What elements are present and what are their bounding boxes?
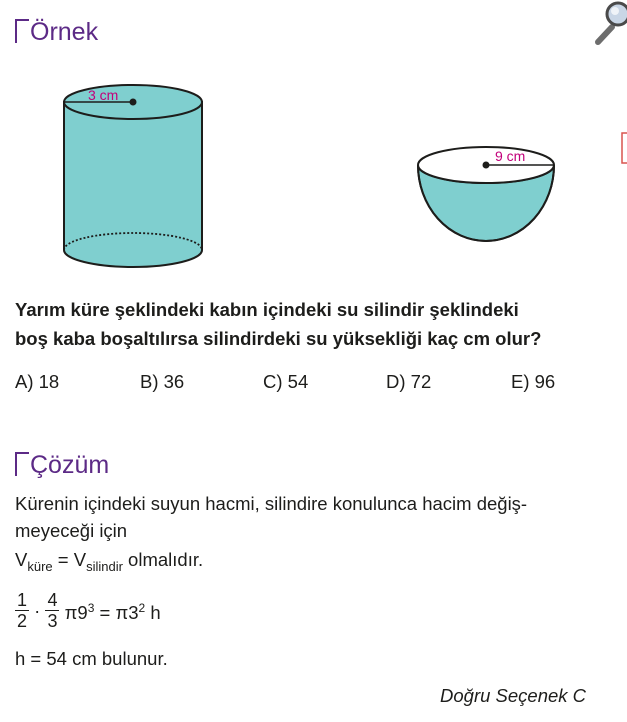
question-line: boş kaba boşaltılırsa silindirdeki su yüksekliği kaç cm olur? [15, 328, 542, 349]
volume-calculation: $\frac{1}{2}$ · $\frac{4}{3}$ $\pi 9^3 = \pi 3^2$ h [17, 590, 161, 631]
figure [0, 0, 627, 290]
hemisphere-center-dot [483, 162, 490, 169]
correct-answer: Doğru Seçenek C [440, 685, 587, 706]
example-heading: Örnek [30, 18, 99, 46]
option-e[interactable]: E) 96 [511, 371, 556, 392]
cylinder-center-dot [130, 99, 137, 106]
solution-line: meyeceği için [15, 520, 128, 541]
fraction-one-half: $\frac{1}{2}$ [17, 590, 28, 631]
option-c[interactable]: C) 54 [263, 371, 309, 392]
option-d[interactable]: D) 72 [386, 371, 432, 392]
solution-heading: Çözüm [30, 451, 110, 479]
solution-heading-bracket [15, 452, 29, 476]
question-text [15, 295, 541, 353]
question-line: Yarım küre şeklindeki kabın içindeki su silindir şeklindeki [15, 299, 519, 320]
cylinder-radius-label: 3 cm [88, 87, 119, 103]
cylinder-body [64, 102, 202, 267]
result-line: h = 54 cm bulunur. [15, 648, 168, 669]
solution-line: Kürenin içindeki suyun hacmi, silindire konulunca hacim değiş- [15, 493, 528, 514]
fraction-four-thirds: $\frac{4}{3}$ [47, 590, 58, 631]
volume-equation: $V_{küre} = V_{silindir}$ olmalıdır. [15, 549, 204, 574]
hemisphere-radius-label: 9 cm [495, 148, 526, 164]
solution-text [15, 490, 615, 580]
option-b[interactable]: B) 36 [140, 371, 185, 392]
option-a[interactable]: A) 18 [15, 371, 60, 392]
